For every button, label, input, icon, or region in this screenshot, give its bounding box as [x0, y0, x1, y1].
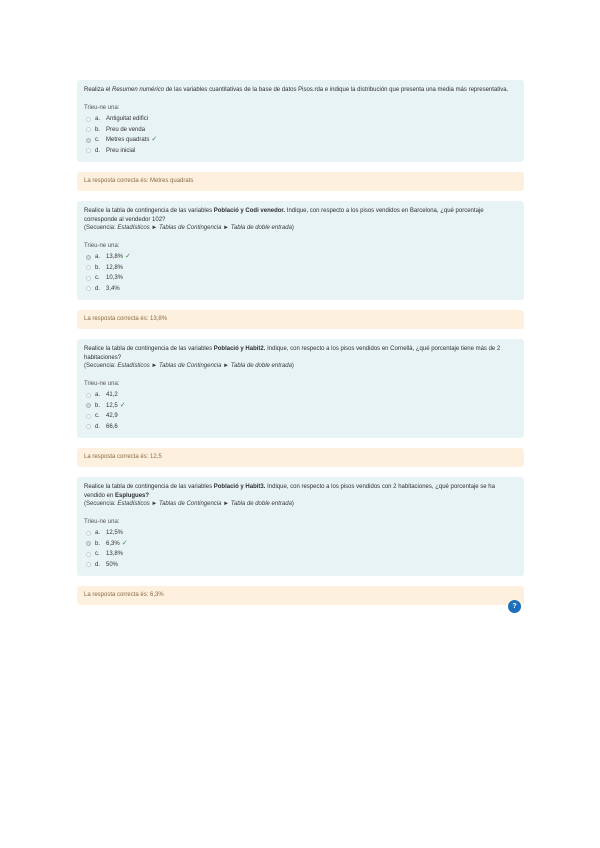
- radio-button-selected[interactable]: [86, 541, 91, 546]
- option-d[interactable]: d. 50%: [84, 560, 517, 571]
- choose-one-prompt: Trieu-ne una:: [84, 242, 120, 249]
- help-button[interactable]: ?: [508, 600, 521, 613]
- radio-button[interactable]: [86, 276, 91, 281]
- options-list: [84, 528, 517, 570]
- option-c[interactable]: c. 13,8%: [84, 549, 517, 560]
- radio-button[interactable]: [86, 117, 91, 122]
- choose-one-prompt: Trieu-ne una:: [84, 518, 120, 525]
- radio-button[interactable]: [86, 562, 91, 567]
- option-c[interactable]: c. 42,9: [84, 411, 517, 422]
- question-text: Realiza el Resumen numérico de las variables cuantitativas de la base de datos Pisos.rda e indique la distribución que presenta una media más representativa.: [84, 87, 509, 93]
- correct-answer-feedback: La resposta correcta és: Metres quadrats: [77, 172, 524, 191]
- option-a[interactable]: a. 41,2: [84, 390, 517, 401]
- quiz-review: [77, 80, 524, 605]
- radio-button-selected[interactable]: [86, 138, 91, 143]
- option-a[interactable]: a. Antiguitat edifici: [84, 114, 517, 125]
- question-card-4: [77, 477, 524, 576]
- correct-answer-feedback: La resposta correcta és: 12,5: [77, 448, 524, 467]
- option-b[interactable]: b. 12,8%: [84, 263, 517, 274]
- radio-button[interactable]: [86, 127, 91, 132]
- option-a[interactable]: a. 12,5%: [84, 528, 517, 539]
- options-list: [84, 252, 517, 294]
- radio-button-selected[interactable]: [86, 255, 91, 260]
- option-d[interactable]: d. Preu inicial: [84, 146, 517, 157]
- option-a[interactable]: a. 13,8% ✓: [84, 252, 517, 263]
- options-list: [84, 390, 517, 432]
- options-list: [84, 114, 517, 156]
- question-card-2: [77, 201, 524, 300]
- radio-button[interactable]: [86, 286, 91, 291]
- option-c[interactable]: c. 10,3%: [84, 273, 517, 284]
- question-card-1: [77, 80, 524, 162]
- check-icon: ✓: [121, 539, 128, 547]
- radio-button[interactable]: [86, 414, 91, 419]
- correct-answer-feedback: La resposta correcta és: 13,8%: [77, 310, 524, 329]
- radio-button[interactable]: [86, 148, 91, 153]
- radio-button[interactable]: [86, 531, 91, 536]
- question-text: Realice la tabla de contingencia de las variables Població y Habit2. Indique, con respecto a los pisos vendidos en Cornellà, ¿qué porcentaje tiene más de 2 habitaciones?: [84, 346, 501, 361]
- check-icon: ✓: [119, 401, 126, 409]
- radio-button[interactable]: [86, 424, 91, 429]
- option-b[interactable]: b. Preu de venda: [84, 125, 517, 136]
- check-icon: ✓: [125, 253, 131, 260]
- question-card-3: [77, 339, 524, 438]
- correct-answer-feedback: La resposta correcta és: 6,3%: [77, 586, 524, 605]
- radio-button-selected[interactable]: [86, 403, 91, 408]
- question-text: Realice la tabla de contingencia de las variables Població y Codi venedor. Indique, con respecto a los pisos vendidos en Barcelona, ¿qué porcentaje corresponde al vendedor 102?: [84, 208, 484, 223]
- question-text: Realice la tabla de contingencia de las variables Població y Habit3. Indique, con respecto a los pisos vendidos con 2 habitaciones, ¿qué porcentaje se ha vendido en Esplugues?: [84, 484, 495, 499]
- radio-button[interactable]: [86, 393, 91, 398]
- radio-button[interactable]: [86, 265, 91, 270]
- sequence-path: (Secuencia: Estadísticos ► Tablas de Contingencia ► Tabla de doble entrada): [84, 363, 294, 369]
- sequence-path: (Secuencia: Estadísticos ► Tablas de Contingencia ► Tabla de doble entrada): [84, 225, 294, 231]
- choose-one-prompt: Trieu-ne una:: [84, 380, 120, 387]
- sequence-path: (Secuencia: Estadísticos ► Tablas de Contingencia ► Tabla de doble entrada): [84, 501, 294, 507]
- choose-one-prompt: Trieu-ne una:: [84, 104, 120, 111]
- option-b[interactable]: b. 12,5 ✓: [84, 401, 517, 412]
- option-b[interactable]: b. 6,3% ✓: [84, 539, 517, 550]
- option-d[interactable]: d. 66,6: [84, 422, 517, 433]
- radio-button[interactable]: [86, 552, 91, 557]
- check-icon: ✓: [151, 136, 158, 143]
- option-c[interactable]: c. Metres quadrats ✓: [84, 135, 517, 146]
- option-d[interactable]: d. 3,4%: [84, 284, 517, 295]
